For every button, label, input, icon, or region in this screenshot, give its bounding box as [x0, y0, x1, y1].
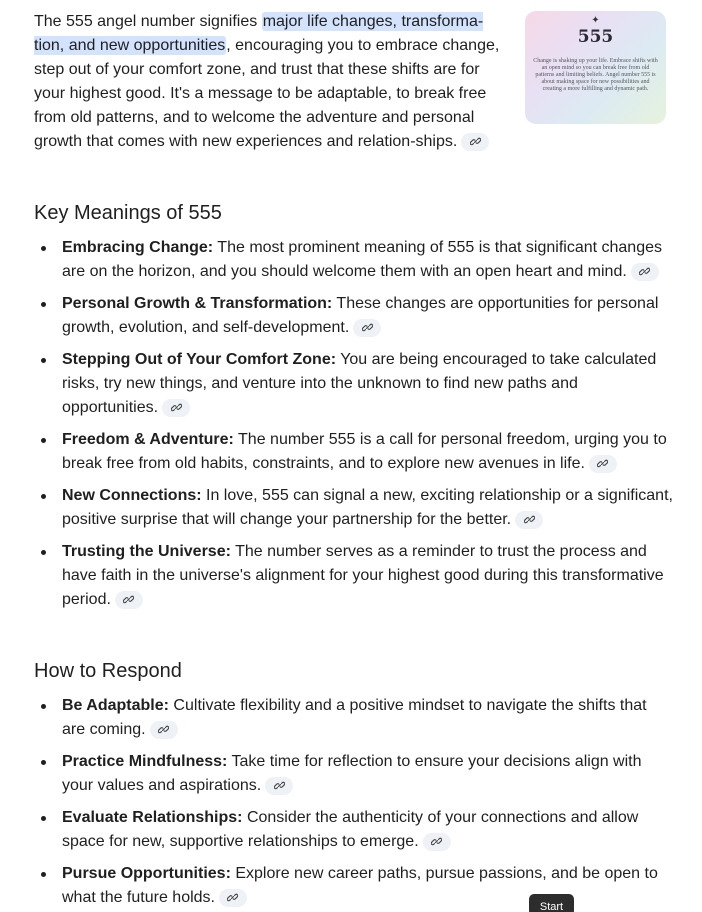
item-title: Freedom & Adventure: — [62, 431, 234, 448]
link-icon — [431, 836, 442, 847]
link-icon — [597, 458, 608, 469]
item-text: The number 555 is a call for personal freedom, urging you to break free from old habits, constraints, and to explore new avenues in life. — [62, 431, 667, 472]
link-icon — [274, 780, 285, 791]
item-text: Take time for reflection to ensure your decisions align with your values and aspirations. — [62, 753, 642, 794]
link-icon — [158, 724, 169, 735]
intro-text-before: The 555 angel number signifies — [34, 13, 262, 30]
thumbnail-blurb: Change is shaking up your life. Embrace shifts with an open mind so you can break free from old patterns and limiting beliefs. Angel number 555 is about making space for new possibilities and creating a more fulfilling and dynamic path. — [533, 58, 658, 92]
item-title: Pursue Opportunities: — [62, 865, 231, 882]
thumbnail-number: 555 — [577, 27, 614, 47]
item-text: The number serves as a reminder to trust the process and have faith in the universe's alignment for your highest good during this transformative period. — [62, 543, 664, 608]
source-link-button[interactable] — [631, 263, 659, 281]
source-link-button[interactable] — [589, 455, 617, 473]
list-item — [34, 750, 674, 798]
item-title: Evaluate Relationships: — [62, 809, 243, 826]
source-link-button[interactable] — [515, 511, 543, 529]
list-item — [34, 540, 674, 612]
link-icon — [362, 322, 373, 333]
source-link-button[interactable] — [115, 591, 143, 609]
list-item — [34, 236, 674, 284]
source-link-button[interactable] — [353, 319, 381, 337]
list-item — [34, 348, 674, 420]
source-link-button[interactable] — [219, 889, 247, 907]
item-title: New Connections: — [62, 487, 202, 504]
list-item — [34, 862, 674, 910]
list-item — [34, 428, 674, 476]
source-link-button[interactable] — [461, 133, 489, 151]
item-title: Trusting the Universe: — [62, 543, 231, 560]
item-text: Explore new career paths, pursue passions, and be open to what the future holds. — [62, 865, 658, 906]
item-text: You are being encouraged to take calculated risks, try new things, and venture into the unknown to find new paths and opportunities. — [62, 351, 657, 416]
source-link-button[interactable] — [423, 833, 451, 851]
intro-paragraph — [34, 10, 510, 154]
item-title: Embracing Change: — [62, 239, 214, 256]
link-icon — [639, 266, 650, 277]
list-item — [34, 694, 674, 742]
item-text: These changes are opportunities for personal growth, evolution, and self-development. — [62, 295, 659, 336]
source-link-button[interactable] — [150, 721, 178, 739]
link-icon — [123, 594, 134, 605]
list-item — [34, 484, 674, 532]
item-title: Practice Mindfulness: — [62, 753, 228, 770]
source-link-button[interactable] — [265, 777, 293, 795]
item-text: Cultivate flexibility and a positive mindset to navigate the shifts that are coming. — [62, 697, 647, 738]
key-meanings-heading: Key Meanings of 555 — [34, 202, 222, 224]
item-text: In love, 555 can signal a new, exciting relationship or a significant, positive surprise that will change your partnership for the better. — [62, 487, 673, 528]
start-button[interactable]: Start — [529, 894, 574, 912]
link-icon — [171, 402, 182, 413]
list-item — [34, 292, 674, 340]
item-text: Consider the authenticity of your connections and allow space for new, supportive relationships to emerge. — [62, 809, 639, 850]
list-item — [34, 806, 674, 854]
source-thumbnail[interactable] — [525, 11, 666, 124]
item-title: Be Adaptable: — [62, 697, 169, 714]
how-to-respond-heading: How to Respond — [34, 660, 182, 682]
key-meanings-list — [34, 236, 674, 620]
item-title: Personal Growth & Transformation: — [62, 295, 333, 312]
how-to-respond-list — [34, 694, 674, 912]
link-icon — [524, 514, 535, 525]
intro-text-after: , encouraging you to embrace change, step out of your comfort zone, and trust that these shifts are for your highest good. It's a message to be adaptable, to break free from old patterns, and to welcome the adventure and personal growth that comes with new experiences and relation-ships. — [34, 37, 500, 150]
item-title: Stepping Out of Your Comfort Zone: — [62, 351, 337, 368]
link-icon — [227, 892, 238, 903]
sparkle-icon: ✦ — [591, 15, 600, 26]
item-text: The most prominent meaning of 555 is that significant changes are on the horizon, and you should welcome them with an open heart and mind. — [62, 239, 662, 280]
intro-highlight: major life changes, transforma-tion, and new opportunities — [34, 13, 484, 54]
link-icon — [470, 136, 481, 147]
source-link-button[interactable] — [162, 399, 190, 417]
intro-section — [34, 0, 674, 190]
